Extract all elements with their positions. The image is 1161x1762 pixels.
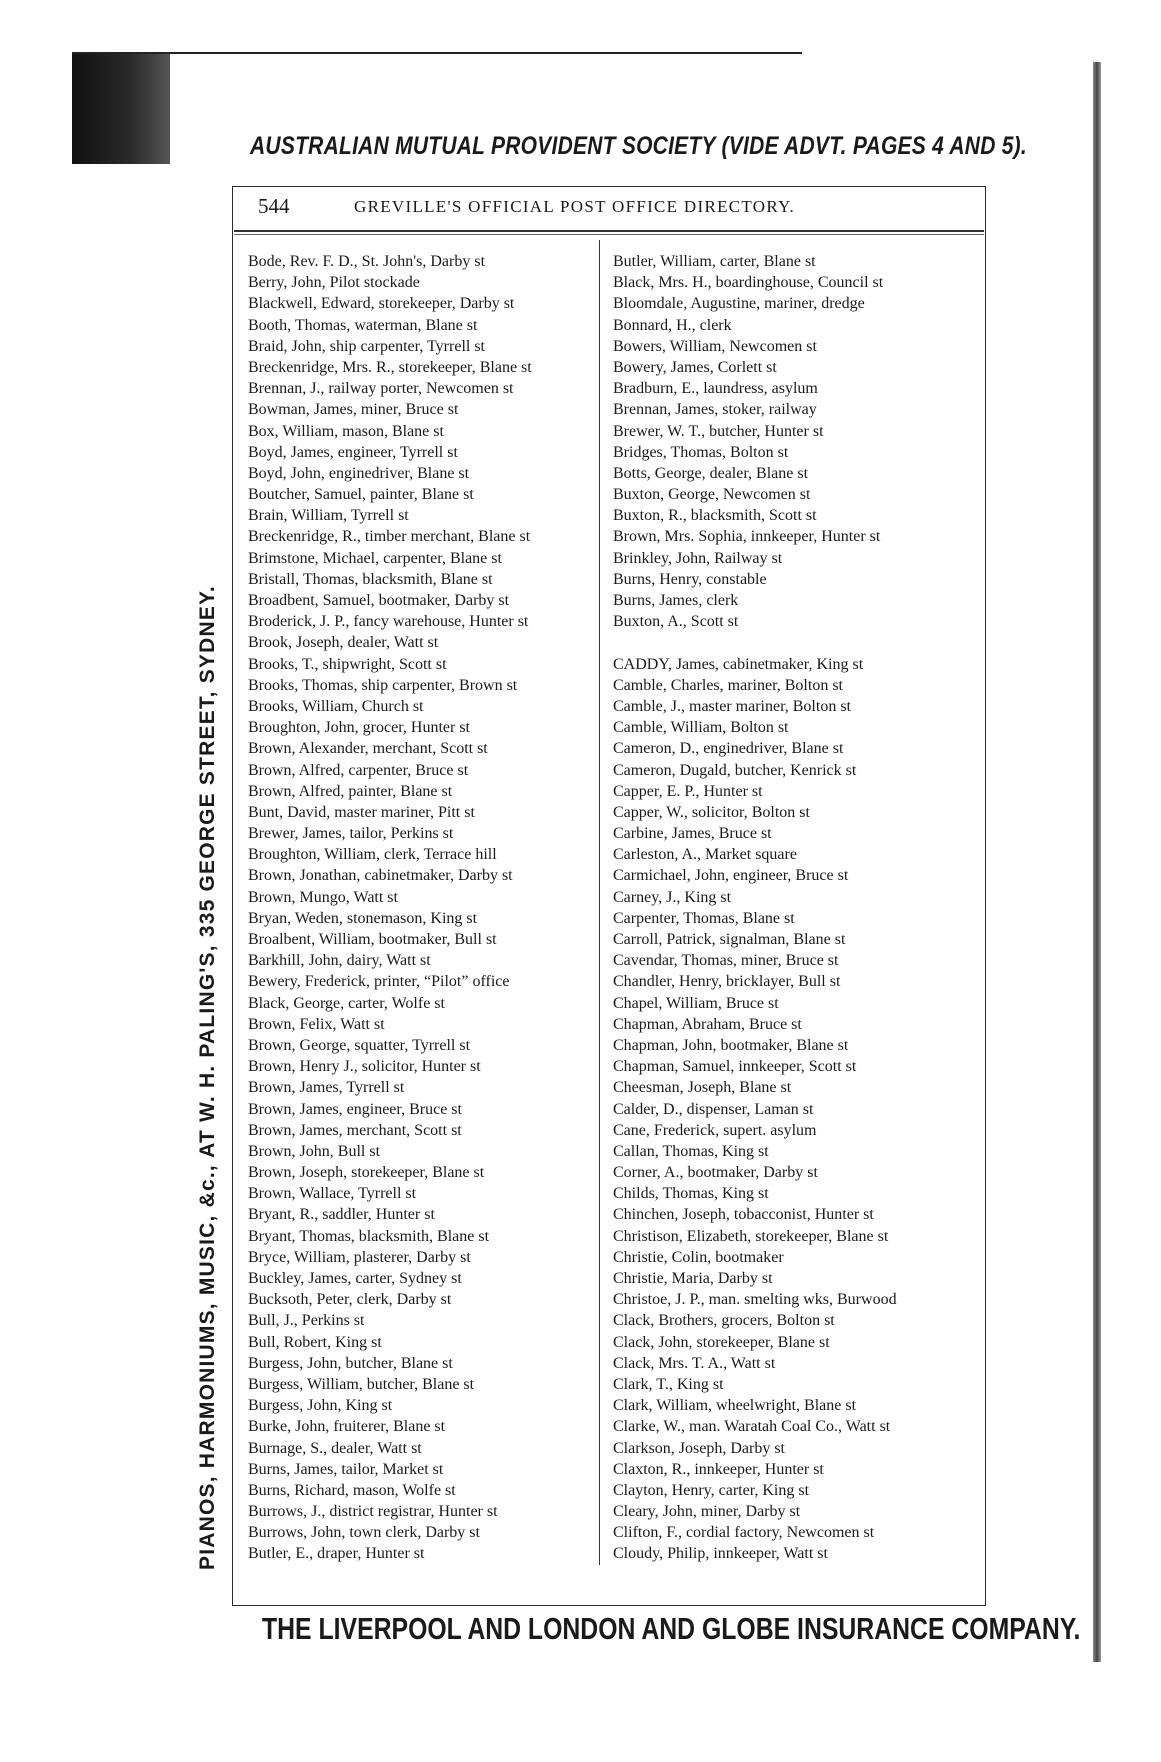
directory-entry: Brown, George, squatter, Tyrrell st <box>248 1036 471 1054</box>
directory-entry: Burrows, John, town clerk, Darby st <box>248 1524 480 1542</box>
directory-entry: Clifton, F., cordial factory, Newcomen st <box>613 1524 875 1542</box>
directory-entry: Bucksoth, Peter, clerk, Darby st <box>248 1291 452 1309</box>
directory-entry: Cleary, John, miner, Darby st <box>613 1503 801 1521</box>
page-number: 544 <box>258 194 290 218</box>
directory-entry: Bryant, Thomas, blacksmith, Blane st <box>248 1227 490 1245</box>
directory-entry: Buxton, George, Newcomen st <box>613 486 811 504</box>
directory-entry: Bonnard, H., clerk <box>613 316 732 334</box>
directory-entry: Chapman, Samuel, innkeeper, Scott st <box>613 1058 857 1076</box>
directory-entry: Clayton, Henry, carter, King st <box>613 1481 810 1499</box>
directory-entry: Chapel, William, Bruce st <box>613 994 779 1012</box>
directory-entry: Broadbent, Samuel, bootmaker, Darby st <box>248 592 510 609</box>
directory-entry: Brown, Alfred, carpenter, Bruce st <box>248 761 469 779</box>
directory-entry: Blackwell, Edward, storekeeper, Darby st <box>248 295 515 313</box>
directory-entry: Bewery, Frederick, printer, “Pilot” office <box>248 973 510 991</box>
directory-entry: Brown, Jonathan, cabinetmaker, Darby st <box>248 867 513 885</box>
directory-entry: Burns, James, clerk <box>613 592 739 609</box>
directory-entry: Calder, D., dispenser, Laman st <box>613 1100 814 1118</box>
directory-entry: Christie, Colin, bootmaker <box>613 1248 784 1266</box>
column-divider <box>599 240 600 1565</box>
directory-entry: Camble, Charles, mariner, Bolton st <box>613 676 843 694</box>
directory-entry: Cameron, D., enginedriver, Blane st <box>613 740 844 758</box>
right-column-entries <box>613 251 983 1565</box>
directory-entry: Carney, J., King st <box>613 888 732 906</box>
directory-entry: Clarkson, Joseph, Darby st <box>613 1439 785 1457</box>
directory-entry: CADDY, James, cabinetmaker, King st <box>613 655 864 673</box>
directory-entry: Camble, William, Bolton st <box>613 719 789 737</box>
directory-entry: Brown, Alexander, merchant, Scott st <box>248 740 488 758</box>
directory-entry: Childs, Thomas, King st <box>613 1185 769 1203</box>
directory-entry: Christison, Elizabeth, storekeeper, Blane st <box>613 1227 889 1245</box>
directory-entry: Brooks, T., shipwright, Scott st <box>248 655 447 673</box>
directory-entry: Bradburn, E., laundress, asylum <box>613 380 818 398</box>
directory-entry: Bowers, William, Newcomen st <box>613 337 817 355</box>
directory-entry: Bull, J., Perkins st <box>248 1312 365 1330</box>
directory-entry: Boyd, James, engineer, Tyrrell st <box>248 443 458 461</box>
directory-entry: Burns, James, tailor, Market st <box>248 1460 444 1478</box>
directory-entry: Box, William, mason, Blane st <box>248 422 444 440</box>
directory-entry: Capper, W., solicitor, Bolton st <box>613 803 810 821</box>
directory-entry: Butler, E., draper, Hunter st <box>248 1545 425 1563</box>
directory-entry: Capper, E. P., Hunter st <box>613 782 763 800</box>
directory-entry: Bryant, R., saddler, Hunter st <box>248 1206 435 1224</box>
directory-entry: Chandler, Henry, bricklayer, Bull st <box>613 973 841 991</box>
directory-entry: Carleston, A., Market square <box>613 846 797 864</box>
section-gap <box>613 632 983 653</box>
directory-entry: Clack, Brothers, grocers, Bolton st <box>613 1312 835 1330</box>
directory-entry: Brown, James, merchant, Scott st <box>248 1121 462 1139</box>
directory-entry: Brown, Mungo, Watt st <box>248 888 398 906</box>
header-rule-thin <box>234 234 984 235</box>
directory-entry: Burgess, William, butcher, Blane st <box>248 1375 475 1393</box>
directory-entry: Berry, John, Pilot stockade <box>248 274 420 292</box>
directory-entry: Brimstone, Michael, carpenter, Blane st <box>248 549 502 567</box>
directory-entry: Bryce, William, plasterer, Darby st <box>248 1248 471 1266</box>
directory-entry: Camble, J., master mariner, Bolton st <box>613 697 851 715</box>
directory-entry: Chapman, John, bootmaker, Blane st <box>613 1036 849 1054</box>
directory-entry: Brinkley, John, Railway st <box>613 549 783 567</box>
directory-entry: Carpenter, Thomas, Blane st <box>613 909 795 927</box>
directory-entry: Brennan, J., railway porter, Newcomen st <box>248 380 514 398</box>
directory-entry: Chinchen, Joseph, tobacconist, Hunter st <box>613 1206 874 1224</box>
side-advert-banner: PIANOS, HARMONIUMS, MUSIC, &c., AT W. H. PALING'S, 335 GEORGE STREET, SYDNEY. <box>196 585 219 1570</box>
directory-entry: Clark, T., King st <box>613 1375 724 1393</box>
directory-entry: Christoe, J. P., man. smelting wks, Burwood <box>613 1291 897 1309</box>
directory-entry: Brown, John, Bull st <box>248 1142 381 1160</box>
directory-entry: Brain, William, Tyrrell st <box>248 507 409 525</box>
directory-entry: Boutcher, Samuel, painter, Blane st <box>248 486 474 504</box>
directory-entry: Burnage, S., dealer, Watt st <box>248 1439 422 1457</box>
directory-entry: Brown, Alfred, painter, Blane st <box>248 782 453 800</box>
directory-entry: Burns, Henry, constable <box>613 570 767 588</box>
directory-entry: Chapman, Abraham, Bruce st <box>613 1015 802 1033</box>
directory-entry: Botts, George, dealer, Blane st <box>613 464 809 482</box>
scan-binding-shadow <box>72 52 170 164</box>
directory-entry: Butler, William, carter, Blane st <box>613 253 816 270</box>
directory-entry: Burgess, John, butcher, Blane st <box>248 1354 453 1372</box>
directory-entry: Bowman, James, miner, Bruce st <box>248 401 459 419</box>
directory-entry: Bunt, David, master mariner, Pitt st <box>248 803 475 821</box>
directory-entry: Buxton, R., blacksmith, Scott st <box>613 507 817 525</box>
directory-entry: Bridges, Thomas, Bolton st <box>613 443 789 461</box>
directory-entry: Claxton, R., innkeeper, Hunter st <box>613 1460 824 1478</box>
directory-entry: Black, George, carter, Wolfe st <box>248 994 445 1012</box>
directory-entry: Bryan, Weden, stonemason, King st <box>248 909 478 927</box>
directory-entry: Brooks, William, Church st <box>248 697 424 715</box>
directory-entry: Burke, John, fruiterer, Blane st <box>248 1418 446 1436</box>
directory-entry: Brown, Joseph, storekeeper, Blane st <box>248 1164 485 1182</box>
directory-entry: Brooks, Thomas, ship carpenter, Brown st <box>248 676 518 694</box>
directory-entry: Buckley, James, carter, Sydney st <box>248 1270 462 1287</box>
directory-entry: Clack, Mrs. T. A., Watt st <box>613 1354 776 1372</box>
directory-entry: Brennan, James, stoker, railway <box>613 401 817 419</box>
directory-entry: Cloudy, Philip, innkeeper, Watt st <box>613 1545 828 1563</box>
directory-entry: Carbine, James, Bruce st <box>613 825 772 843</box>
running-head: GREVILLE'S OFFICIAL POST OFFICE DIRECTORY. <box>354 197 796 216</box>
directory-entry: Broughton, William, clerk, Terrace hill <box>248 846 497 864</box>
directory-entry: Burrows, J., district registrar, Hunter st <box>248 1503 498 1521</box>
directory-entry: Brown, James, Tyrrell st <box>248 1079 405 1097</box>
scan-right-edge <box>1093 62 1101 1662</box>
directory-entry: Cane, Frederick, supert. asylum <box>613 1121 817 1139</box>
directory-entry: Bristall, Thomas, blacksmith, Blane st <box>248 570 493 588</box>
directory-entry: Clack, John, storekeeper, Blane st <box>613 1333 830 1351</box>
directory-entry: Breckenridge, R., timber merchant, Blane st <box>248 528 531 546</box>
directory-entry: Brown, Henry J., solicitor, Hunter st <box>248 1058 481 1076</box>
directory-entry: Bull, Robert, King st <box>248 1333 382 1351</box>
directory-entry: Broalbent, William, bootmaker, Bull st <box>248 931 497 948</box>
directory-entry: Christie, Maria, Darby st <box>613 1270 773 1287</box>
directory-entry: Cavendar, Thomas, miner, Bruce st <box>613 952 839 970</box>
bottom-advert-banner: THE LIVERPOOL AND LONDON AND GLOBE INSURANCE COMPANY. <box>262 1611 1081 1646</box>
directory-entry: Callan, Thomas, King st <box>613 1142 769 1160</box>
directory-entry: Clarke, W., man. Waratah Coal Co., Watt st <box>613 1418 891 1436</box>
directory-entry: Breckenridge, Mrs. R., storekeeper, Blane st <box>248 358 532 376</box>
directory-entry: Brown, Felix, Watt st <box>248 1015 385 1033</box>
directory-entry: Broughton, John, grocer, Hunter st <box>248 719 470 737</box>
directory-entry: Booth, Thomas, waterman, Blane st <box>248 316 478 334</box>
directory-entry: Brown, James, engineer, Bruce st <box>248 1100 462 1118</box>
directory-entry: Black, Mrs. H., boardinghouse, Council st <box>613 274 884 292</box>
directory-entry: Clark, William, wheelwright, Blane st <box>613 1397 857 1415</box>
directory-entry: Burgess, John, King st <box>248 1397 393 1415</box>
directory-entry: Broderick, J. P., fancy warehouse, Hunter st <box>248 613 529 631</box>
directory-entry: Barkhill, John, dairy, Watt st <box>248 952 431 970</box>
directory-entry: Bode, Rev. F. D., St. John's, Darby st <box>248 253 486 270</box>
directory-entry: Corner, A., bootmaker, Darby st <box>613 1164 818 1182</box>
directory-entry: Brewer, W. T., butcher, Hunter st <box>613 422 824 440</box>
page-header <box>258 194 978 224</box>
header-rule <box>234 230 984 232</box>
directory-entry: Bowery, James, Corlett st <box>613 358 777 376</box>
directory-entry: Boyd, John, enginedriver, Blane st <box>248 464 470 482</box>
directory-entry: Brook, Joseph, dealer, Watt st <box>248 634 439 652</box>
scan-top-edge <box>72 52 802 54</box>
directory-entry: Cameron, Dugald, butcher, Kenrick st <box>613 761 857 779</box>
top-advert-banner: AUSTRALIAN MUTUAL PROVIDENT SOCIETY (VIDE ADVT. PAGES 4 AND 5). <box>250 132 1027 160</box>
directory-entry: Cheesman, Joseph, Blane st <box>613 1079 792 1097</box>
directory-entry: Buxton, A., Scott st <box>613 613 739 631</box>
directory-entry: Brown, Wallace, Tyrrell st <box>248 1185 417 1203</box>
directory-entry: Bloomdale, Augustine, mariner, dredge <box>613 295 865 313</box>
directory-entry: Brewer, James, tailor, Perkins st <box>248 825 454 843</box>
directory-entry: Brown, Mrs. Sophia, innkeeper, Hunter st <box>613 528 881 546</box>
directory-entry: Braid, John, ship carpenter, Tyrrell st <box>248 337 485 355</box>
directory-entry: Burns, Richard, mason, Wolfe st <box>248 1481 456 1499</box>
left-column-entries <box>248 251 593 1565</box>
directory-entry: Carmichael, John, engineer, Bruce st <box>613 867 849 885</box>
directory-entry: Carroll, Patrick, signalman, Blane st <box>613 931 846 948</box>
